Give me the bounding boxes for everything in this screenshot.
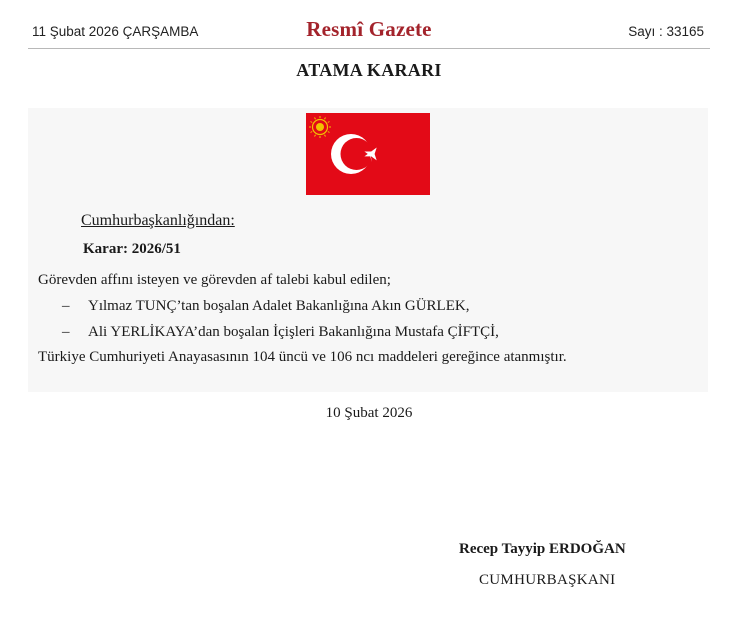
issuing-authority: Cumhurbaşkanlığından: [81,212,235,229]
gazette-title: Resmî Gazete [306,17,432,41]
issue-number: Sayı : 33165 [628,24,704,39]
appointment-text: Yılmaz TUNÇ’tan boşalan Adalet Bakanlığına Akın GÜRLEK, [88,298,470,314]
signer-title: CUMHURBAŞKANI [479,572,616,588]
list-dash: – [62,298,70,314]
appointment-text: Ali YERLİKAYA’dan boşalan İçişleri Bakanlığına Mustafa ÇİFTÇİ, [88,324,499,340]
decision-closing: Türkiye Cumhuriyeti Anayasasının 104 üncü ve 106 ncı maddeleri gereğince atanmıştır. [38,349,567,365]
appointment-item [62,298,469,315]
turkish-flag-image [306,113,430,195]
header-divider [28,48,710,49]
decision-title: ATAMA KARARI [296,60,442,80]
decision-number: Karar: 2026/51 [83,241,181,257]
decision-intro: Görevden affını isteyen ve görevden af talebi kabul edilen; [38,272,391,288]
header-date: 11 Şubat 2026 ÇARŞAMBA [32,24,199,39]
appointment-item [62,324,499,341]
list-dash: – [62,324,70,340]
decision-date: 10 Şubat 2026 [325,405,413,421]
signer-name: Recep Tayyip ERDOĞAN [459,541,626,557]
